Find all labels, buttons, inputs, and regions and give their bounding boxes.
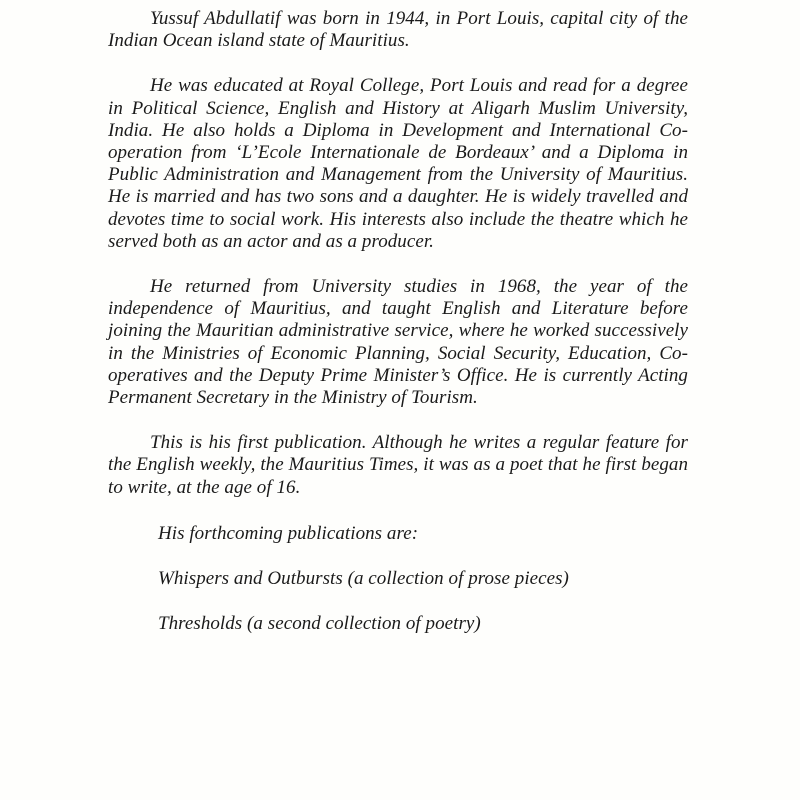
paragraph-education: He was educated at Royal College, Port Louis and read for a degree in Political Science, English and History at Aligarh Muslim University, India. He also holds a Diploma in Development and International Co-operation from ‘L’Ecole Internationale de Bordeaux’ and a Diploma in Public Administration and Management from the University of Mauritius. He is married and has two sons and a daughter. He is widely travelled and devotes time to social work. His interests also include the theatre which he served both as an actor and as a producer. xyxy=(108,75,688,252)
paragraph-career: He returned from University studies in 1968, the year of the independence of Mauritius, and taught English and Literature before joining the Mauritian administrative service, where he worked successively in the Ministries of Economic Planning, Social Security, Education, Co-operatives and the Deputy Prime Minister’s Office. He is currently Acting Permanent Secretary in the Ministry of Tourism. xyxy=(108,276,688,409)
publication-item: Thresholds (a second collection of poetry) xyxy=(158,613,481,635)
paragraph-first-publication: This is his first publication. Although he writes a regular feature for the English weekly, the Mauritius Times, it was as a poet that he first began to write, at the age of 16. xyxy=(108,432,688,498)
forthcoming-heading: His forthcoming publications are: xyxy=(158,522,419,544)
paragraph-birth: Yussuf Abdullatif was born in 1944, in Port Louis, capital city of the Indian Ocean island state of Mauritius. xyxy=(108,8,688,52)
biography-text xyxy=(108,8,688,635)
publication-item: Whispers and Outbursts (a collection of prose pieces) xyxy=(158,568,569,590)
